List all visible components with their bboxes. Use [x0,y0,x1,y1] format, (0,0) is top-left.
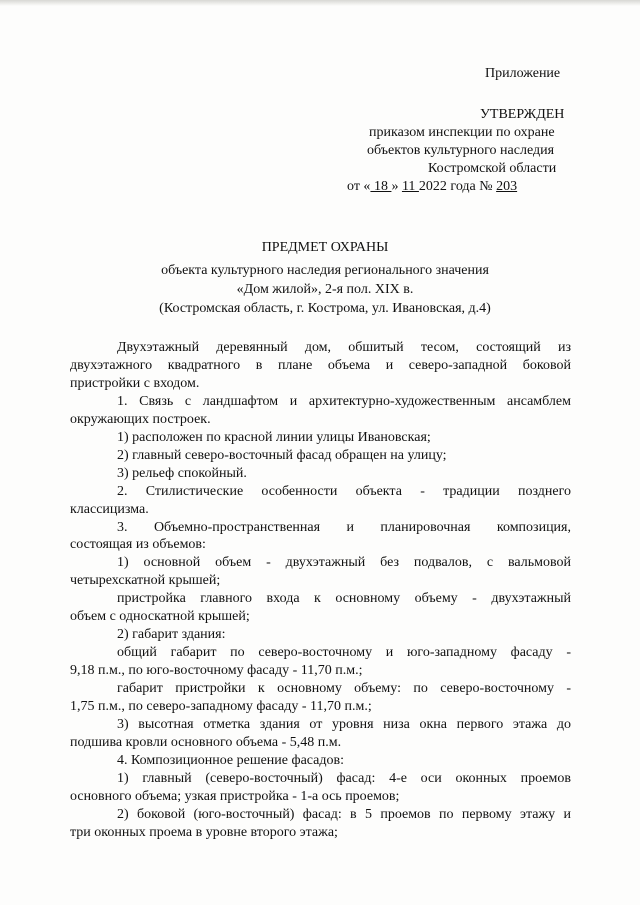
body-line: общий габарит по северо-восточному и юго-западному фасаду - [117,645,571,661]
body-line: 2. Стилистические особенности объекта - традиции позднего [117,483,571,499]
body-line: подшива кровли основного объема - 5,48 п.м. [70,734,342,750]
order-number: 203 [496,179,518,194]
body-line: окружающих построек. [70,411,211,427]
document-subtitle-3: (Костромская область, г. Кострома, ул. Ивановская, д.4) [159,301,491,316]
body-line: состоящая из объемов: [70,537,206,553]
body-line: четырехскатной крышей; [70,573,221,589]
body-line: объем с односкатной крышей; [70,609,250,625]
body-line: три оконных проема в уровне второго этажа; [70,824,338,840]
document-subtitle-2: «Дом жилой», 2-я пол. XIX в. [236,282,414,297]
body-line: пристройка главного входа к основному объему - двухэтажный [117,591,571,607]
document-subtitle-1: объекта культурного наследия регионального значения [161,263,489,278]
body-line: 3) высотная отметка здания от уровня низа окна первого этажа до [117,716,571,732]
body-line: 2) боковой (юго-восточный) фасад: в 5 проемов по первому этажу и [117,806,571,822]
body-line: 1) основной объем - двухэтажный без подвалов, с вальмовой [117,555,571,571]
body-line: основного объема; узкая пристройка - 1-а ось проемов; [70,788,400,804]
body-line: 1. Связь с ландшафтом и архитектурно-художественным ансамблем [117,393,571,409]
body-line: 4. Композиционное решение фасадов: [117,752,345,768]
order-line-2: объектов культурного наследия [367,143,555,158]
body-line: 1,75 п.м., по северо-западному фасаду - 11,70 п.м.; [70,699,372,714]
body-line: габарит пристройки к основному объему: по северо-восточному - [117,681,571,697]
body-line: пристройки с входом. [70,375,200,391]
scan-edge-shadow [0,0,640,6]
date-sep: » [391,179,399,194]
order-date-line [347,178,517,195]
document-title: ПРЕДМЕТ ОХРАНЫ [261,240,389,255]
body-line: 2) габарит здания: [117,627,226,643]
body-line: 1) расположен по красной линии улицы Ивановская; [117,429,431,445]
body-line: 3. Объемно-пространственная и планировочная композиция, [117,519,571,535]
order-line-3: Костромской области [428,161,557,176]
body-line: Двухэтажный деревянный дом, обшитый тесом, состоящий из [117,340,571,355]
order-line-1: приказом инспекции по охране [369,125,555,140]
approved-label: УТВЕРЖДЕН [480,107,565,122]
date-year: 2022 года № [418,179,497,194]
body-line: 9,18 п.м., по юго-восточному фасаду - 11,70 п.м.; [70,663,363,679]
body-line: двухэтажного квадратного в плане объема и северо-западной боковой [70,357,571,373]
date-month: 11 [401,179,419,194]
appendix-label: Приложение [485,66,561,81]
body-line: 1) главный (северо-восточный) фасад: 4-е оси оконных проемов [117,770,571,786]
date-prefix: от « [347,179,371,194]
date-day: 18 [370,179,392,194]
body-line: классицизма. [70,501,149,517]
body-line: 2) главный северо-восточный фасад обращен на улицу; [117,447,447,463]
body-line: 3) рельеф спокойный. [117,465,247,481]
